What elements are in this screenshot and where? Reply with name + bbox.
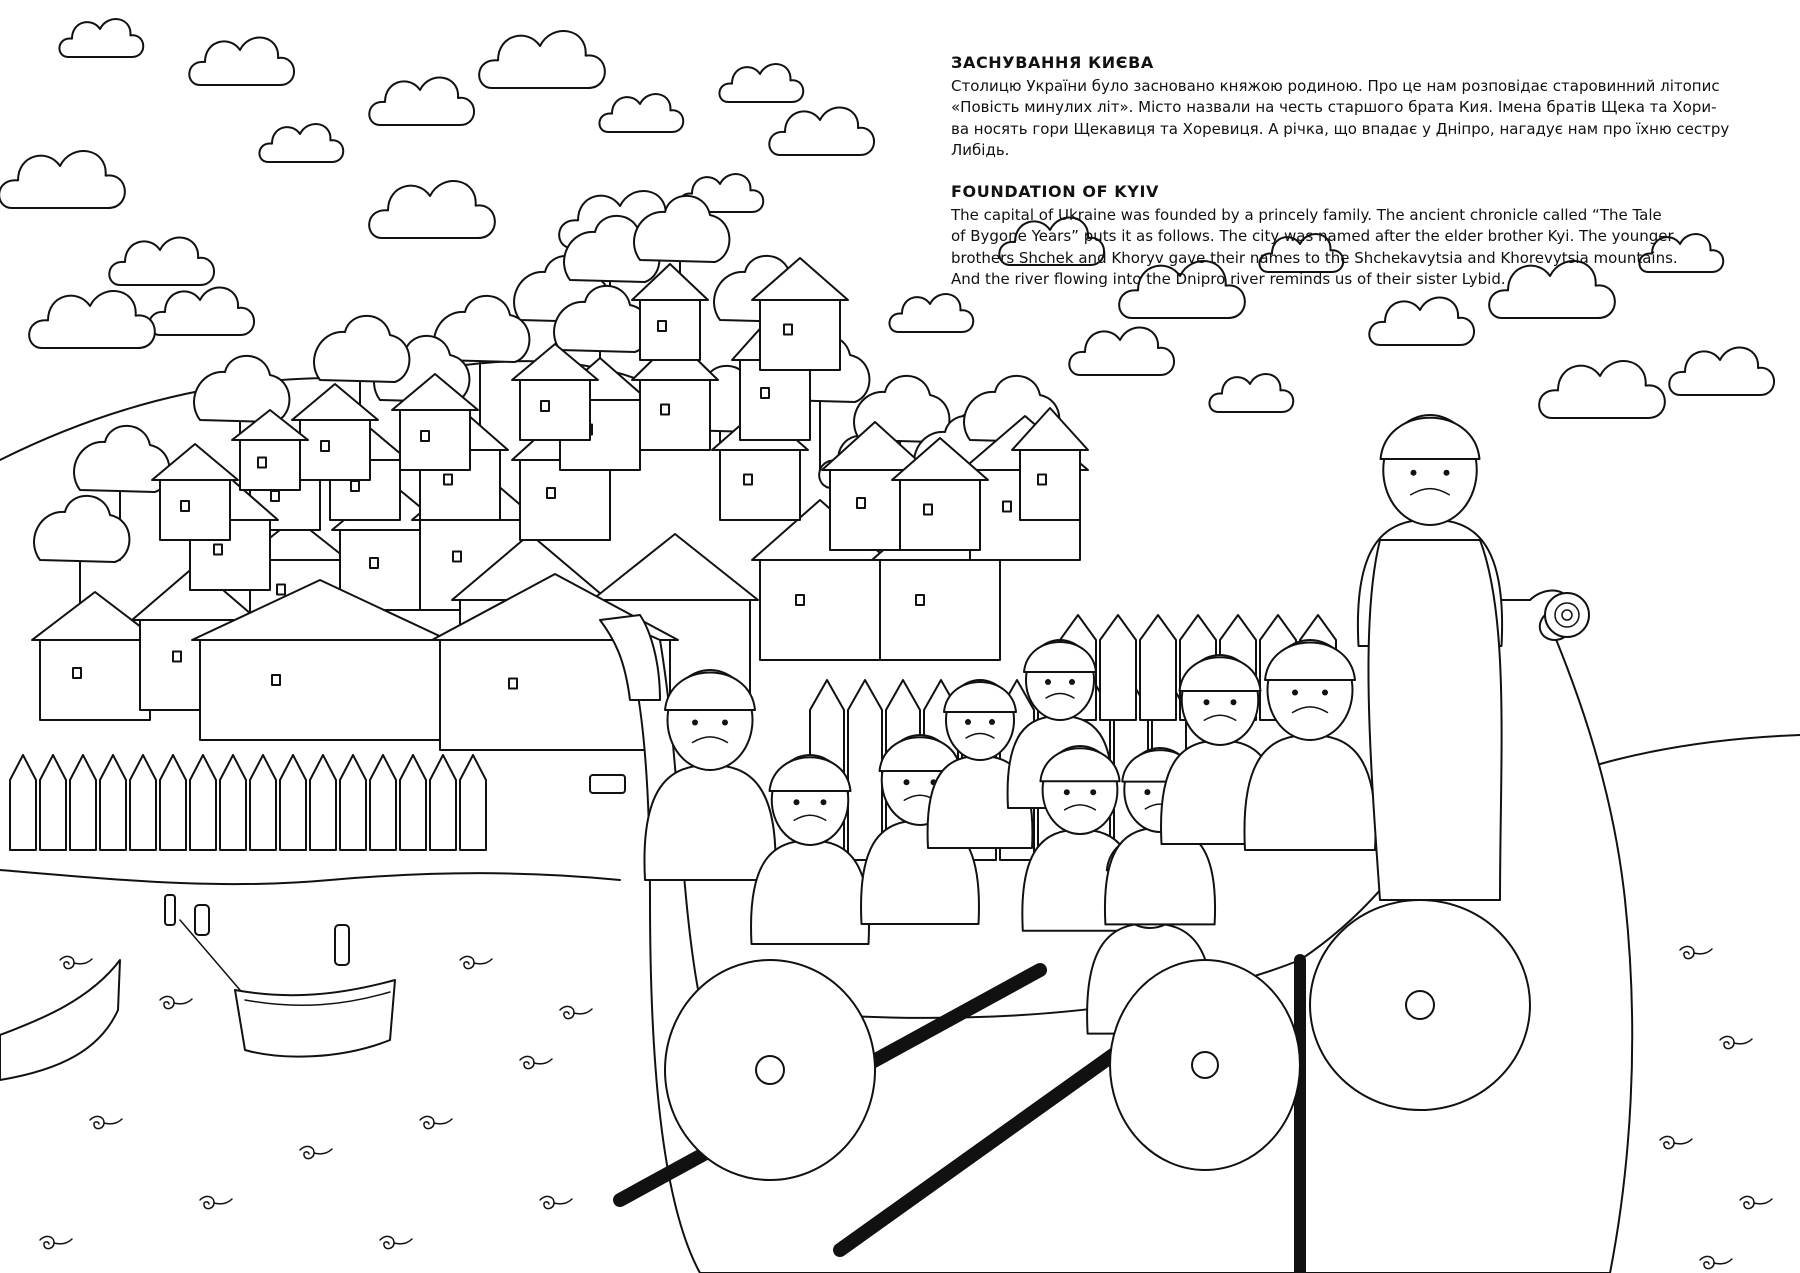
water-swirl bbox=[1700, 1256, 1732, 1268]
water-swirl bbox=[1720, 1036, 1752, 1048]
cloud bbox=[259, 124, 343, 162]
cloud bbox=[889, 294, 973, 332]
fence-stake bbox=[40, 755, 66, 850]
ukrainian-line: Столицю України було засновано княжою родиною. Про це нам розповідає старовинний літопис bbox=[951, 77, 1720, 95]
water-swirl bbox=[40, 1236, 72, 1248]
cloud bbox=[1669, 348, 1774, 395]
fence-stake bbox=[220, 755, 246, 850]
cloud bbox=[59, 19, 143, 57]
ukrainian-line: Либідь. bbox=[951, 140, 1010, 159]
riverbank bbox=[0, 870, 620, 884]
english-heading: FOUNDATION OF KYIV bbox=[951, 182, 1159, 202]
cloud bbox=[1539, 361, 1665, 418]
water-swirl bbox=[1660, 1136, 1692, 1148]
water-swirl bbox=[380, 1236, 412, 1248]
fence-stake bbox=[1100, 615, 1136, 720]
english-line: The capital of Ukraine was founded by a princely family. The ancient chronicle called “The Tale bbox=[951, 206, 1662, 225]
cloud bbox=[1069, 328, 1174, 375]
text-panel bbox=[951, 53, 1751, 290]
water-swirl bbox=[1680, 946, 1712, 958]
fence-stake bbox=[400, 755, 426, 850]
fence-stake bbox=[190, 755, 216, 850]
house bbox=[512, 344, 598, 440]
cloud bbox=[189, 38, 294, 85]
water-swirl bbox=[420, 1116, 452, 1128]
ukrainian-heading: ЗАСНУВАННЯ КИЄВА bbox=[951, 53, 1154, 72]
cloud bbox=[1369, 298, 1474, 345]
house bbox=[292, 384, 378, 480]
fence-stake bbox=[70, 755, 96, 850]
water-swirl bbox=[90, 1116, 122, 1128]
water-swirl bbox=[160, 996, 192, 1008]
fence-stake bbox=[10, 755, 36, 850]
ukrainian-line: ва носять гори Щекавиця та Хоревиця. А річка, що впадає у Дніпро, нагадує нам про їхню сестру bbox=[951, 119, 1730, 138]
moored-boats bbox=[0, 895, 395, 1080]
fence-stake bbox=[430, 755, 456, 850]
water-swirl bbox=[200, 1196, 232, 1208]
fence-stake bbox=[130, 755, 156, 850]
cloud bbox=[109, 238, 214, 285]
fence-stake bbox=[160, 755, 186, 850]
cloud bbox=[369, 78, 474, 125]
fence-stake bbox=[250, 755, 276, 850]
fence-stake bbox=[370, 755, 396, 850]
english-line: of Bygone Years” puts it as follows. The city was named after the elder brother Kyi. The younger bbox=[951, 227, 1674, 246]
fence-stake bbox=[310, 755, 336, 850]
cloud bbox=[369, 181, 495, 238]
water-swirl bbox=[520, 1056, 552, 1068]
english-line: brothers Shchek and Khoryv gave their names to the Shchekavytsia and Khorevytsia mountains. bbox=[951, 248, 1678, 267]
water-swirl bbox=[300, 1146, 332, 1158]
water-swirl bbox=[560, 1006, 592, 1018]
fence-stake bbox=[1140, 615, 1176, 720]
english-line: And the river flowing into the Dnipro river reminds us of their sister Lybid. bbox=[951, 270, 1506, 289]
water-swirl bbox=[1740, 1196, 1772, 1208]
fence-stake bbox=[848, 680, 882, 860]
cloud bbox=[0, 151, 125, 208]
cloud bbox=[29, 291, 155, 348]
fence-stake bbox=[100, 755, 126, 850]
water-swirl bbox=[540, 1196, 572, 1208]
ukrainian-line: «Повість минулих літ». Місто назвали на честь старшого брата Кия. Імена братів Щека та Хори- bbox=[951, 98, 1717, 117]
cloud bbox=[599, 94, 683, 132]
cloud bbox=[719, 64, 803, 102]
cloud bbox=[149, 288, 254, 335]
water-swirl bbox=[460, 956, 492, 968]
water-swirl bbox=[60, 956, 92, 968]
fence-stake bbox=[340, 755, 366, 850]
standing-elder-body bbox=[1368, 540, 1501, 900]
fence-stake bbox=[280, 755, 306, 850]
cloud bbox=[1209, 374, 1293, 412]
cloud bbox=[769, 108, 874, 155]
cloud bbox=[479, 31, 605, 88]
fence-stake bbox=[460, 755, 486, 850]
